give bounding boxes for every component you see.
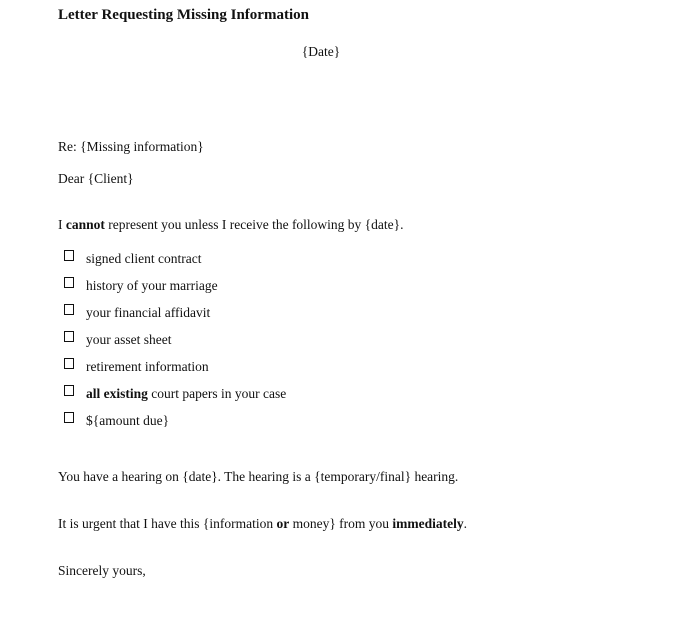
checklist-item-text [86,278,218,294]
intro-bold: cannot [65,217,105,232]
urgent-text-1: It is urgent that I have this {information [58,516,277,531]
checklist-item-label: court papers in your case [147,386,287,401]
checklist-item-bold: all existing [86,386,148,401]
checkbox-icon[interactable] [64,385,74,396]
checklist-item-label: history of your marriage [86,278,218,293]
checklist-item-text [86,413,169,429]
hearing-paragraph: You have a hearing on {date}. The hearing is a {temporary/final} hearing. [58,469,459,484]
intro-paragraph [58,217,404,233]
urgent-text-3: . [463,516,468,531]
checkbox-icon[interactable] [64,304,74,315]
salutation: Dear {Client} [58,171,134,186]
date-placeholder: {Date} [301,44,341,59]
checklist-item-text [86,359,209,375]
checkbox-icon[interactable] [64,358,74,369]
checklist-item-label: retirement information [86,359,209,374]
checklist-item-text [86,332,171,348]
urgent-bold-2: immediately [392,516,464,531]
urgent-paragraph [58,516,467,532]
checkbox-icon[interactable] [64,250,74,261]
closing: Sincerely yours, [58,563,146,578]
checkbox-icon[interactable] [64,331,74,342]
checklist-item-text [86,251,201,267]
checkbox-icon[interactable] [64,277,74,288]
checklist-item-label: your financial affidavit [86,305,211,320]
urgent-text-2: money} from you [289,516,393,531]
letter-title: Letter Requesting Missing Information [58,7,309,23]
urgent-bold-1: or [276,516,290,531]
re-line: Re: {Missing information} [58,139,204,154]
checklist-item-label: your asset sheet [86,332,172,347]
checklist-item-label: ${amount due} [86,413,170,428]
checkbox-icon[interactable] [64,412,74,423]
checklist-item-text [86,386,286,402]
intro-pre: I [58,217,66,232]
checklist-item-text [86,305,210,321]
checklist-item-label: signed client contract [86,251,202,266]
intro-post: represent you unless I receive the following by {date}. [104,217,404,232]
